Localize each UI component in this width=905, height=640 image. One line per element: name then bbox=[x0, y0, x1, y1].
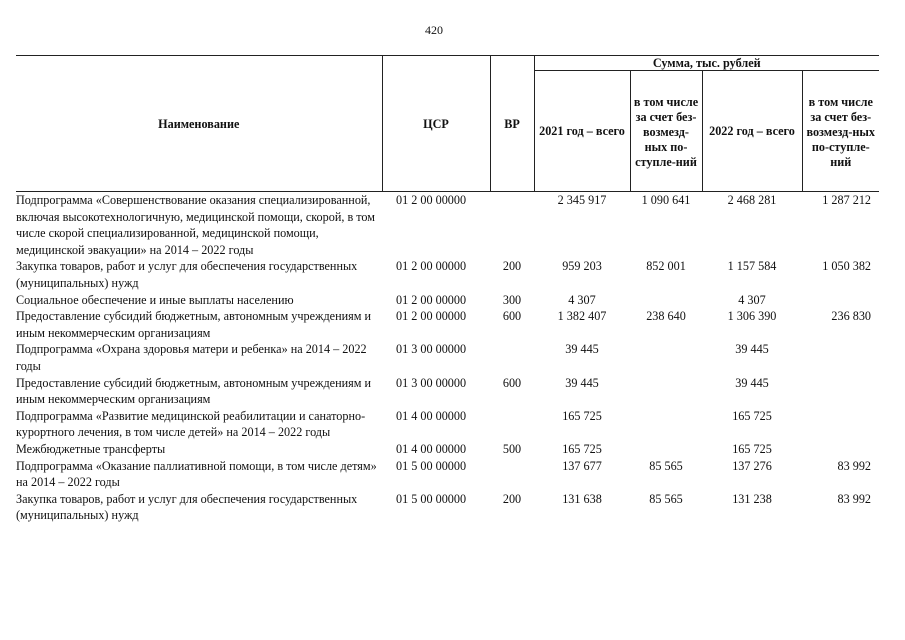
row-name: Предоставление субсидий бюджетным, автономным учреждениям и иным некоммерческим организациям bbox=[16, 309, 372, 340]
row-csr: 01 5 00 00000 bbox=[396, 491, 467, 506]
row-2022-total: 165 725 bbox=[732, 441, 772, 456]
row-vr bbox=[490, 408, 534, 441]
table-row bbox=[16, 341, 879, 374]
page-number: 420 bbox=[425, 23, 443, 37]
row-csr: 01 2 00 00000 bbox=[396, 292, 467, 307]
row-2022-free: 236 830 bbox=[831, 309, 872, 324]
header-csr: ЦСР bbox=[382, 56, 490, 192]
row-vr: 300 bbox=[502, 292, 522, 307]
row-2022-total: 165 725 bbox=[732, 408, 772, 423]
table-row bbox=[16, 441, 879, 458]
row-csr: 01 2 00 00000 bbox=[396, 309, 467, 324]
row-vr: 200 bbox=[502, 491, 522, 506]
row-2022-free bbox=[802, 408, 879, 441]
header-2021-total: 2021 год – всего bbox=[534, 71, 630, 192]
row-2022-free: 1 287 212 bbox=[822, 193, 872, 207]
row-2021-free bbox=[630, 292, 702, 309]
row-vr bbox=[490, 458, 534, 491]
row-2021-total: 137 677 bbox=[562, 458, 602, 473]
row-2021-total: 165 725 bbox=[562, 441, 602, 456]
row-2021-free: 852 001 bbox=[646, 259, 686, 274]
row-2021-total: 131 638 bbox=[562, 491, 602, 506]
budget-table bbox=[16, 55, 879, 524]
row-2022-total: 1 157 584 bbox=[727, 259, 777, 274]
header-sum-group: Сумма, тыс. рублей bbox=[534, 56, 879, 71]
row-2022-total: 131 238 bbox=[732, 491, 772, 506]
row-2022-free: 1 050 382 bbox=[822, 259, 872, 274]
row-2021-total: 2 345 917 bbox=[557, 193, 607, 207]
table-row bbox=[16, 491, 879, 524]
row-name: Предоставление субсидий бюджетным, автономным учреждениям и иным некоммерческим организациям bbox=[16, 375, 372, 407]
table-row bbox=[16, 258, 879, 291]
row-2022-free bbox=[802, 375, 879, 408]
row-2021-total: 39 445 bbox=[565, 342, 599, 357]
row-csr: 01 2 00 00000 bbox=[396, 259, 467, 274]
table-row bbox=[16, 458, 879, 491]
table-header bbox=[16, 56, 879, 192]
row-2022-free bbox=[802, 341, 879, 374]
table-row bbox=[16, 408, 879, 441]
row-2021-total: 959 203 bbox=[562, 259, 602, 274]
row-name: Подпрограмма «Совершенствование оказания специализированной, включая высокотехнологичную, медицинской помощи, скорой, в том числе скорой специализированной, медицинской помощи, медицинской эвакуации» на 2014 – 2022 годы bbox=[16, 193, 375, 257]
row-vr: 200 bbox=[502, 259, 522, 274]
header-2022-free: в том числе за счет без-возмезд-ных по-ступле-ний bbox=[802, 71, 879, 192]
row-2021-total: 165 725 bbox=[562, 408, 602, 423]
row-2021-free bbox=[630, 375, 702, 408]
row-csr: 01 4 00 00000 bbox=[396, 408, 467, 423]
row-vr: 600 bbox=[502, 309, 522, 324]
row-2021-free bbox=[630, 408, 702, 441]
header-vr: ВР bbox=[490, 56, 534, 192]
header-2022-total: 2022 год – всего bbox=[702, 71, 802, 192]
row-csr: 01 4 00 00000 bbox=[396, 441, 467, 456]
row-2021-free: 238 640 bbox=[646, 309, 686, 324]
row-name: Закупка товаров, работ и услуг для обеспечения государственных (муниципальных) нужд bbox=[16, 491, 358, 523]
row-2021-free: 85 565 bbox=[649, 458, 683, 473]
row-vr: 600 bbox=[502, 375, 522, 390]
row-2022-total: 137 276 bbox=[732, 458, 772, 473]
row-2022-total: 1 306 390 bbox=[727, 309, 777, 324]
row-vr: 500 bbox=[502, 441, 522, 456]
header-2021-free: в том числе за счет без-возмезд-ных по-ступле-ний bbox=[630, 71, 702, 192]
row-csr: 01 2 00 00000 bbox=[396, 193, 467, 207]
row-2022-total: 39 445 bbox=[735, 375, 769, 390]
row-2022-free bbox=[802, 441, 879, 458]
row-name: Закупка товаров, работ и услуг для обеспечения государственных (муниципальных) нужд bbox=[16, 259, 358, 290]
row-vr bbox=[490, 192, 534, 259]
row-2021-free: 85 565 bbox=[649, 491, 683, 506]
row-2021-free: 1 090 641 bbox=[641, 193, 691, 207]
table-row bbox=[16, 292, 879, 309]
row-2022-free: 83 992 bbox=[837, 458, 872, 473]
table-body bbox=[16, 192, 879, 524]
row-2022-total: 4 307 bbox=[738, 292, 766, 307]
row-csr: 01 5 00 00000 bbox=[396, 458, 467, 473]
row-2022-total: 2 468 281 bbox=[727, 193, 777, 207]
row-vr bbox=[490, 341, 534, 374]
header-name: Наименование bbox=[16, 56, 382, 192]
row-name: Подпрограмма «Оказание паллиативной помощи, в том числе детям» на 2014 – 2022 годы bbox=[16, 458, 377, 490]
row-2021-free bbox=[630, 341, 702, 374]
table-row bbox=[16, 192, 879, 259]
row-name: Социальное обеспечение и иные выплаты населению bbox=[16, 292, 294, 307]
row-2021-total: 4 307 bbox=[568, 292, 596, 307]
row-csr: 01 3 00 00000 bbox=[396, 375, 467, 390]
row-2022-free: 83 992 bbox=[837, 491, 872, 506]
row-2021-free bbox=[630, 441, 702, 458]
table-row bbox=[16, 308, 879, 341]
row-2022-total: 39 445 bbox=[735, 342, 769, 357]
row-name: Межбюджетные трансферты bbox=[16, 441, 166, 456]
row-name: Подпрограмма «Развитие медицинской реабилитации и санаторно-курортного лечения, в том числе детей» на 2014 – 2022 годы bbox=[16, 408, 366, 440]
row-2021-total: 39 445 bbox=[565, 375, 599, 390]
table-row bbox=[16, 375, 879, 408]
row-name: Подпрограмма «Охрана здоровья матери и ребенка» на 2014 – 2022 годы bbox=[16, 342, 367, 373]
row-2022-free bbox=[802, 292, 879, 309]
row-2021-total: 1 382 407 bbox=[557, 309, 607, 324]
row-csr: 01 3 00 00000 bbox=[396, 342, 467, 357]
